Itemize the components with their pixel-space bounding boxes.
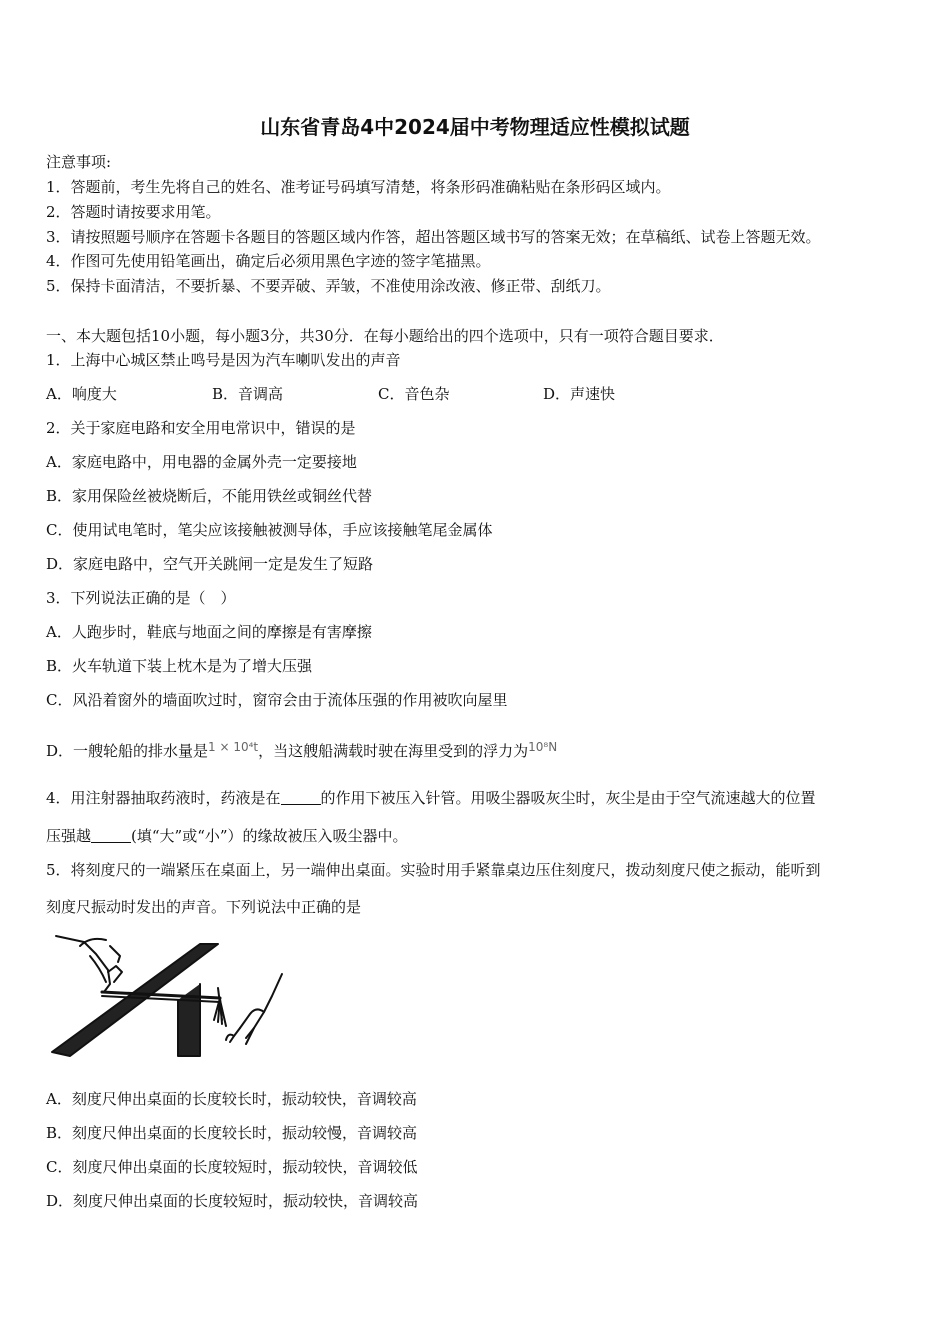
q4-blank-1[interactable] [281,790,321,805]
q1-option-c: C．音色杂 [378,385,450,403]
q3-option-c: C．风沿着窗外的墙面吹过时，窗帘会由于流体压强的作用被吹向屋里 [46,691,508,709]
notice-item-1: 1．答题前，考生先将自己的姓名、准考证号码填写清楚，将条形码准确粘贴在条形码区域内。 [46,178,671,196]
q4-line-2 [46,826,408,846]
notice-item-5: 5．保持卡面清洁，不要折暴、不要弄破、弄皱，不准使用涂改液、修正带、刮纸刀。 [46,277,611,295]
ruler-vibration-figure [50,932,285,1057]
q1-stem: 1．上海中心城区禁止鸣号是因为汽车喇叭发出的声音 [46,351,401,369]
notice-item-2: 2．答题时请按要求用笔。 [46,203,221,221]
section-heading: 一、本大题包括10小题，每小题3分，共30分．在每小题给出的四个选项中，只有一项符合题目要求． [46,327,724,345]
q2-option-a: A．家庭电路中，用电器的金属外壳一定要接地 [46,453,357,471]
q2-option-c: C．使用试电笔时，笔尖应该接触被测导体，手应该接触笔尾金属体 [46,521,493,539]
q3-option-a: A．人跑步时，鞋底与地面之间的摩擦是有害摩擦 [46,623,372,641]
q4-line-1 [46,788,816,808]
q5-option-d: D．刻度尺伸出桌面的长度较短时，振动较快，音调较高 [46,1192,419,1210]
q4-text-2: 的作用下被压入针管。用吸尘器吸灰尘时，灰尘是由于空气流速越大的位置 [320,789,816,807]
q1-option-b: B．音调高 [212,385,284,403]
notice-heading: 注意事项: [46,153,112,171]
q5-option-c: C．刻度尺伸出桌面的长度较短时，振动较快，音调较低 [46,1158,418,1176]
q4-blank-2[interactable] [91,828,131,843]
q4-text-1: 4．用注射器抽取药液时，药液是在 [46,789,281,807]
q2-option-d: D．家庭电路中，空气开关跳闸一定是发生了短路 [46,555,374,573]
notice-item-4: 4．作图可先使用铅笔画出，确定后必须用黑色字迹的签字笔描黑。 [46,252,491,270]
q1-option-a: A．响度大 [46,385,117,403]
q5-option-a: A．刻度尺伸出桌面的长度较长时，振动较快，音调较高 [46,1090,417,1108]
q3-stem: 3．下列说法正确的是（ ） [46,589,236,607]
q5-option-b: B．刻度尺伸出桌面的长度较长时，振动较慢，音调较高 [46,1124,418,1142]
q2-stem: 2．关于家庭电路和安全用电常识中，错误的是 [46,419,356,437]
q2-option-b: B．家用保险丝被烧断后，不能用铁丝或铜丝代替 [46,487,373,505]
q5-stem-line-1: 5．将刻度尺的一端紧压在桌面上，另一端伸出桌面。实验时用手紧靠桌边压住刻度尺，拨动刻度尺使之振动，能听到 [46,861,821,879]
q3-option-b: B．火车轨道下装上枕木是为了增大压强 [46,657,313,675]
q3-option-d-formula-2: 10⁸N [528,740,558,754]
q3-option-d-text-2: ，当这艘船满载时驶在海里受到的浮力为 [258,742,529,760]
q1-option-d: D．声速快 [543,385,616,403]
document-title: 山东省青岛4中2024届中考物理适应性模拟试题 [260,115,690,139]
q4-text-3: 压强越 [46,827,92,845]
q3-option-d [46,737,557,761]
q4-text-4: (填“大”或“小”）的缘故被压入吸尘器中。 [131,827,408,845]
q3-option-d-text-1: D．一艘轮船的排水量是 [46,742,209,760]
q3-option-d-formula-1: 1 × 10⁴t [208,740,259,754]
notice-item-3: 3．请按照题号顺序在答题卡各题目的答题区域内作答，超出答题区域书写的答案无效；在草稿纸、试卷上答题无效。 [46,228,821,246]
q5-stem-line-2: 刻度尺振动时发出的声音。下列说法中正确的是 [46,898,362,916]
